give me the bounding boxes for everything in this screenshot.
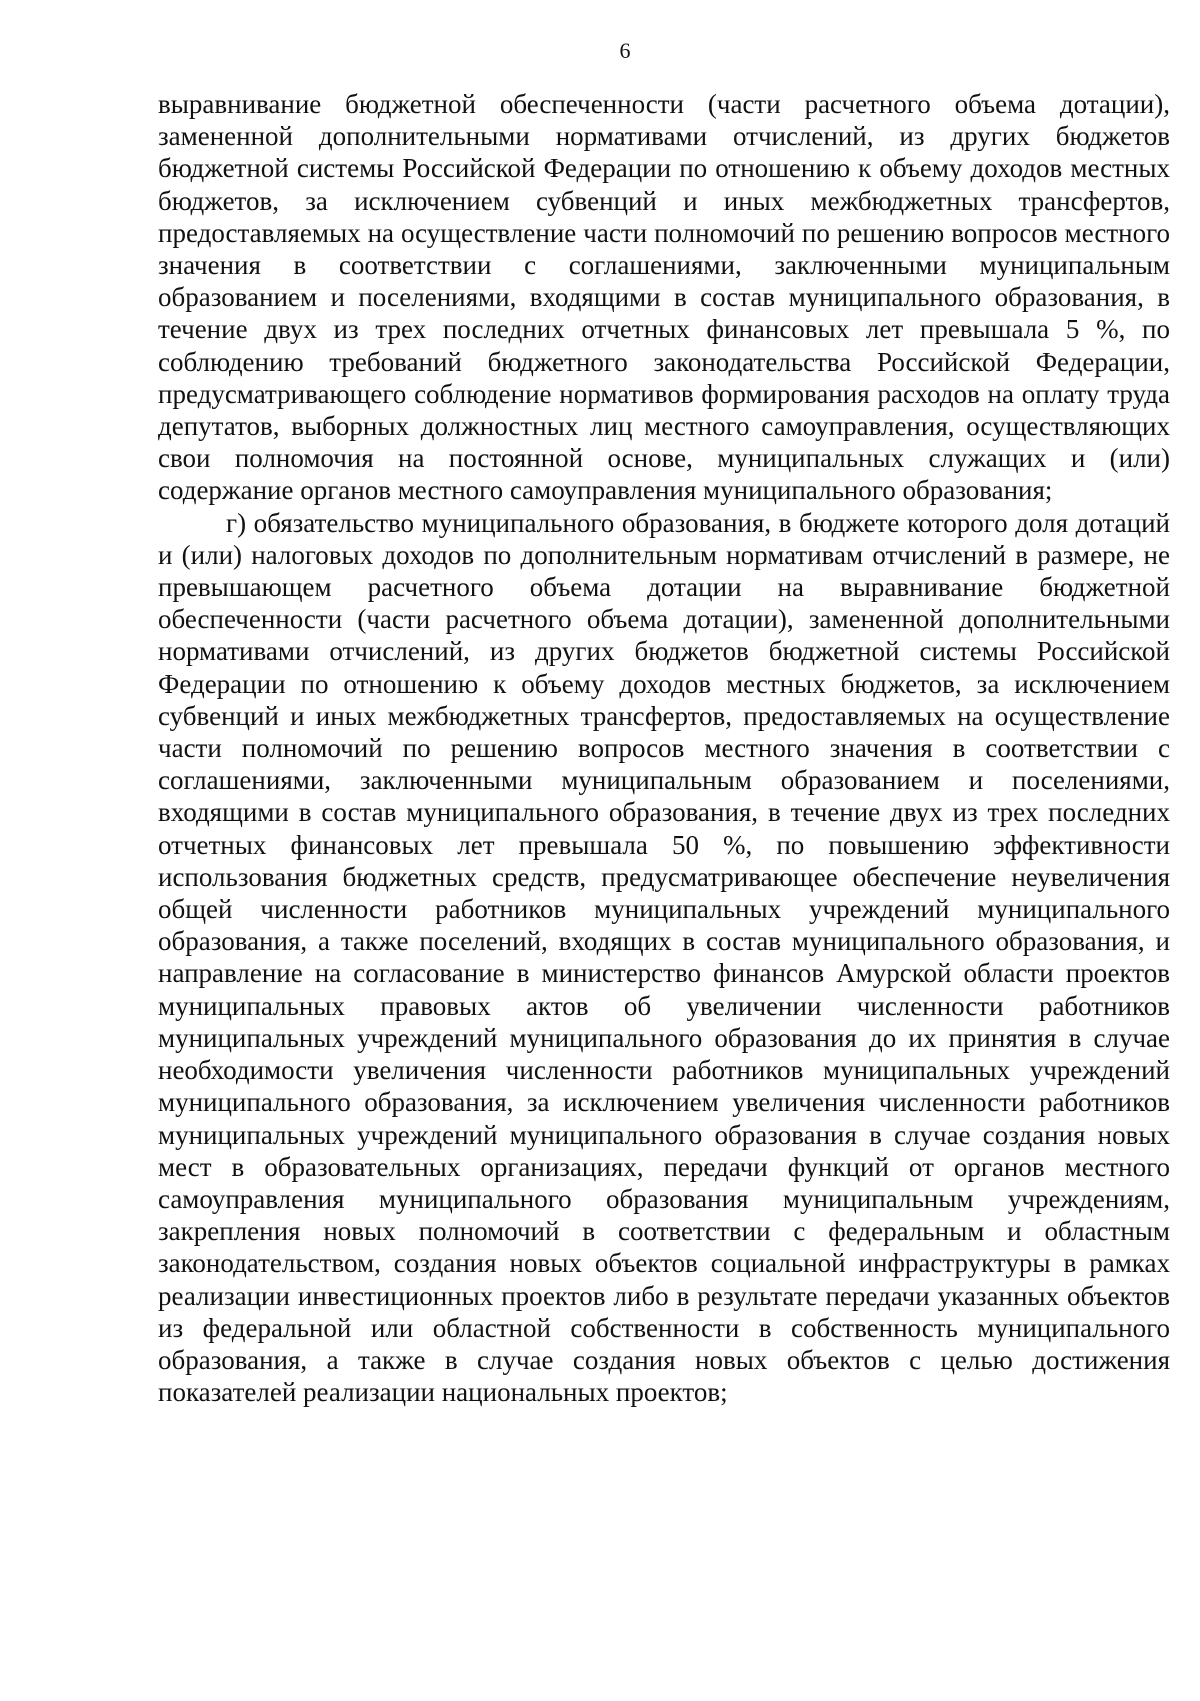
paragraph-continuation: выравнивание бюджетной обеспеченности (части расчетного объема дотации), замененной дополнительными нормативами отчислений, из других бюджетов бюджетной системы Российской Федерации по отношению к объему доходов местных бюджетов, за исключением субвенций и иных межбюджетных трансфертов, предоставляемых на осуществление части полномочий по решению вопросов местного значения в соответствии с соглашениями, заключенными муниципальным образованием и поселениями, входящими в состав муниципального образования, в течение двух из трех последних отчетных финансовых лет превышала 5 %, по соблюдению требований бюджетного законодательства Российской Федерации, предусматривающего соблюдение нормативов формирования расходов на оплату труда депутатов, выборных должностных лиц местного самоуправления, осуществляющих свои полномочия на постоянной основе, муниципальных служащих и (или) содержание органов местного самоуправления муниципального образования; [158,89,1170,506]
paragraph-item-g: г) обязательство муниципального образования, в бюджете которого доля дотаций и (или) налоговых доходов по дополнительным нормативам отчислений в размере, не превышающем расчетного объема дотации на выравнивание бюджетной обеспеченности (части расчетного объема дотации), замененной дополнительными нормативами отчислений, из других бюджетов бюджетной системы Российской Федерации по отношению к объему доходов местных бюджетов, за исключением субвенций и иных межбюджетных трансфертов, предоставляемых на осуществление части полномочий по решению вопросов местного значения в соответствии с соглашениями, заключенными муниципальным образованием и поселениями, входящими в состав муниципального образования, в течение двух из трех последних отчетных финансовых лет превышала 50 %, по повышению эффективности использования бюджетных средств, предусматривающее обеспечение неувеличения общей численности работников муниципальных учреждений муниципального образования, а также поселений, входящих в состав муниципального образования, и направление на согласование в министерство финансов Амурской области проектов муниципальных правовых актов об увеличении численности работников муниципальных учреждений муниципального образования до их принятия в случае необходимости увеличения численности работников муниципальных учреждений муниципального образования, за исключением увеличения численности работников муниципальных учреждений муниципального образования в случае создания новых мест в образовательных организациях, передачи функций от органов местного самоуправления муниципального образования муниципальным учреждениям, закрепления новых полномочий в соответствии с федеральным и областным законодательством, создания новых объектов социальной инфраструктуры в рамках реализации инвестиционных проектов либо в результате передачи указанных объектов из федеральной или областной собственности в собственность муниципального образования, а также в случае создания новых объектов с целью достижения показателей реализации национальных проектов; [158,507,1170,1408]
body-text [158,88,1170,1408]
page-number: 6 [619,38,631,63]
